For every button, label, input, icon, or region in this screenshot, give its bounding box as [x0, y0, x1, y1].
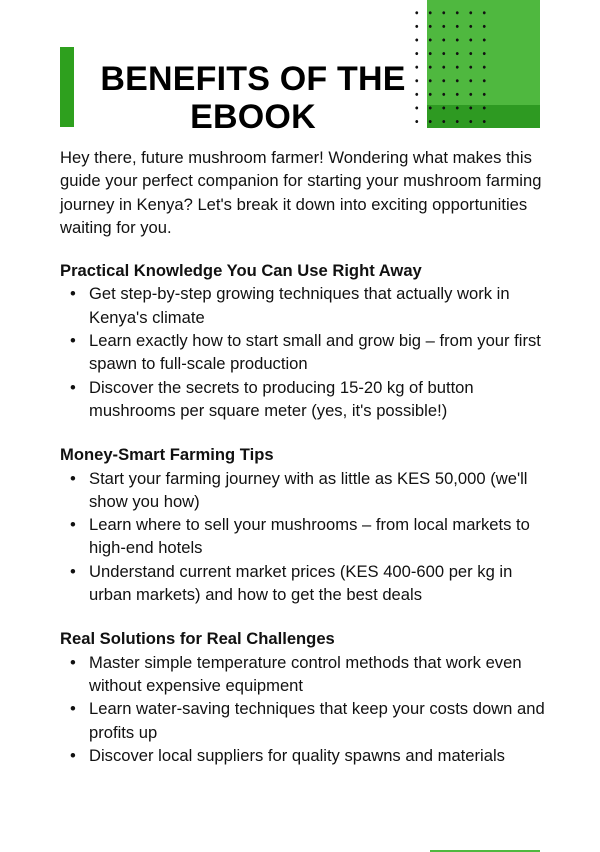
- page-title: [92, 60, 414, 136]
- section-real-solutions: [60, 627, 550, 767]
- title-accent-bar: [60, 47, 74, 127]
- bullet-icon: •: [70, 515, 76, 535]
- list-item-text: Discover local suppliers for quality spawns and materials: [89, 745, 505, 765]
- bullet-icon: •: [70, 652, 76, 672]
- list-item: [60, 651, 550, 698]
- bullet-list: [60, 282, 550, 422]
- list-item-text: Discover the secrets to producing 15-20 kg of button mushrooms per square meter (yes, it's possible!): [89, 377, 474, 420]
- list-item: [60, 513, 550, 560]
- list-item: [60, 329, 550, 376]
- bullet-list: [60, 467, 550, 607]
- list-item-text: Start your farming journey with as little as KES 50,000 (we'll show you how): [89, 468, 528, 511]
- list-item: [60, 744, 550, 767]
- section-practical-knowledge: [60, 259, 550, 422]
- list-item-text: Learn water-saving techniques that keep your costs down and profits up: [89, 699, 545, 742]
- list-item: [60, 560, 550, 607]
- list-item-text: Learn exactly how to start small and grow big – from your first spawn to full-scale production: [89, 331, 541, 374]
- bullet-icon: •: [70, 745, 76, 765]
- bullet-icon: •: [70, 377, 76, 397]
- list-item-text: Get step-by-step growing techniques that actually work in Kenya's climate: [89, 284, 510, 327]
- list-item: [60, 376, 550, 423]
- list-item: [60, 467, 550, 514]
- section-money-smart: [60, 443, 550, 606]
- main-content: [60, 146, 550, 788]
- section-heading: Practical Knowledge You Can Use Right Away: [60, 261, 422, 281]
- page-title-line-1: BENEFITS OF THE: [100, 60, 406, 98]
- section-heading: Real Solutions for Real Challenges: [60, 629, 335, 649]
- intro-paragraph: Hey there, future mushroom farmer! Wondering what makes this guide your perfect companion for starting your mushroom farming journey in Kenya? Let's break it down into exciting opportunities waiting for you.: [60, 148, 542, 237]
- list-item: [60, 697, 550, 744]
- bullet-list: [60, 651, 550, 767]
- list-item-text: Master simple temperature control methods that work even without expensive equipment: [89, 652, 522, 695]
- list-item-text: Understand current market prices (KES 400-600 per kg in urban markets) and how to get the best deals: [89, 561, 513, 605]
- page-title-line-2: EBOOK: [190, 98, 316, 136]
- bullet-icon: •: [70, 561, 76, 581]
- list-item: [60, 282, 550, 329]
- list-item-text: Learn where to sell your mushrooms – from local markets to high-end hotels: [89, 515, 530, 558]
- bullet-icon: •: [70, 468, 76, 488]
- bullet-icon: •: [70, 284, 76, 304]
- section-heading: Money-Smart Farming Tips: [60, 445, 274, 465]
- decorative-dot-grid: [410, 6, 492, 128]
- bullet-icon: •: [70, 699, 76, 719]
- bullet-icon: •: [70, 331, 76, 351]
